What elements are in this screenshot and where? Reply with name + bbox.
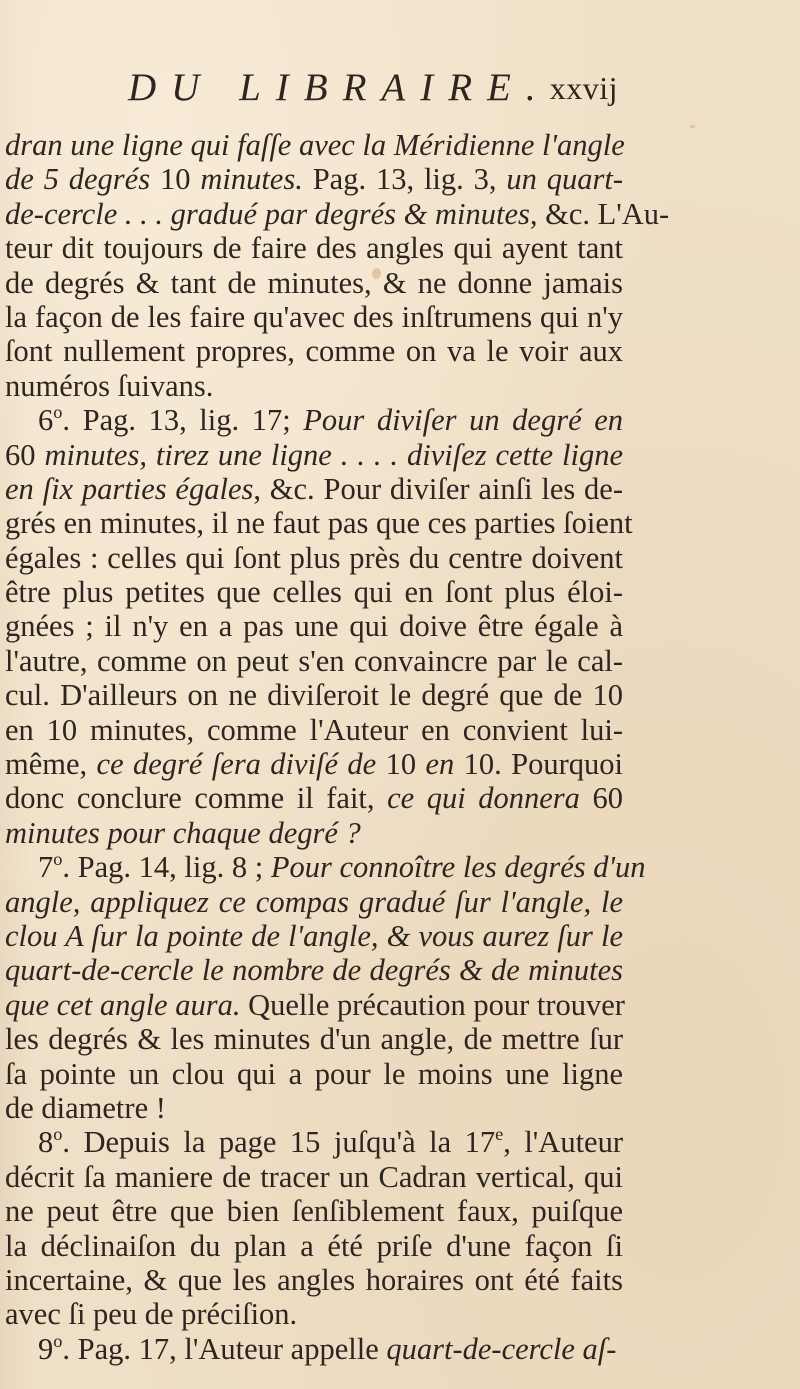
italic-run: en ſix parties égales bbox=[5, 471, 254, 506]
text-line bbox=[5, 128, 623, 162]
superscript: o bbox=[53, 849, 63, 870]
roman-run: . Depuis la page 15 juſqu'à la 17 bbox=[62, 1125, 496, 1160]
roman-run: ſont nullement propres, comme on va le voir aux bbox=[5, 334, 623, 369]
text-line bbox=[5, 953, 623, 987]
text-line bbox=[5, 988, 623, 1022]
page-number: xxvij bbox=[549, 70, 618, 106]
roman-run: la déclinaiſon du plan a été priſe d'une façon ſi bbox=[5, 1228, 623, 1263]
roman-run: grés en minutes, il ne faut pas que ces parties ſoient bbox=[5, 506, 633, 541]
roman-run: de degrés & tant de minutes, & ne donne jamais bbox=[5, 265, 623, 300]
text-line bbox=[5, 506, 633, 541]
roman-run: . Pag. 14, lig. 8 ; bbox=[62, 850, 271, 885]
italic-run: dran une ligne qui faſſe avec la Méridienne l'angle bbox=[5, 128, 625, 162]
text-line bbox=[5, 369, 623, 403]
text-line bbox=[5, 575, 623, 609]
text-line bbox=[5, 1125, 623, 1159]
running-title: DU LIBRAIRE. bbox=[128, 66, 551, 109]
text-line bbox=[5, 609, 623, 643]
italic-run: quart-de-cercle le nombre de degrés & de minutes bbox=[5, 953, 623, 988]
italic-run: de 5 degrés bbox=[5, 162, 160, 197]
roman-run: avec ſi peu de préciſion. bbox=[5, 1297, 298, 1332]
italic-run: en bbox=[425, 747, 464, 782]
text-line bbox=[5, 231, 623, 265]
italic-run: de-cercle . . . gradué par degrés & minutes, bbox=[5, 196, 538, 231]
roman-run: même, bbox=[5, 747, 97, 782]
roman-run: 10 bbox=[159, 162, 201, 197]
roman-run: les degrés & les minutes d'un angle, de mettre ſur bbox=[5, 1022, 623, 1057]
italic-run: ce degré ſera diviſé de bbox=[96, 747, 386, 782]
italic-run: minutes, tirez une ligne . . . . diviſez cette ligne bbox=[44, 437, 624, 472]
roman-run: 6 bbox=[38, 403, 54, 438]
italic-run: clou A ſur la pointe de l'angle, & vous aurez ſur le bbox=[5, 918, 623, 953]
roman-run: . Pag. 17, l'Auteur appelle bbox=[62, 1331, 387, 1366]
superscript: e bbox=[495, 1124, 504, 1145]
text-line bbox=[5, 849, 646, 885]
roman-run: . Pag. 13, lig. 17; bbox=[62, 403, 304, 438]
text-line bbox=[5, 403, 623, 437]
text-line bbox=[5, 1022, 623, 1056]
text-line bbox=[5, 1194, 623, 1228]
roman-run: ne peut être que bien ſenſiblement faux, puiſque bbox=[5, 1194, 623, 1229]
italic-run: Pour diviſer un degré en bbox=[303, 403, 623, 438]
italic-run: que cet angle aura. bbox=[5, 987, 241, 1022]
roman-run: 60 bbox=[592, 781, 623, 816]
italic-run: un quart- bbox=[506, 162, 624, 197]
roman-run: 10 bbox=[385, 747, 426, 782]
italic-run: angle, appliquez ce compas gradué ſur l'angle, le bbox=[5, 884, 623, 919]
roman-run: &c. L'Au- bbox=[537, 196, 670, 231]
roman-run: 9 bbox=[38, 1331, 54, 1366]
roman-run: 7 bbox=[38, 850, 54, 885]
text-line bbox=[5, 781, 623, 815]
superscript: o bbox=[53, 402, 63, 423]
running-head bbox=[128, 58, 618, 118]
roman-run: cul. D'ailleurs on ne diviſeroit le degré que de 10 bbox=[5, 678, 623, 713]
italic-run: quart-de-cercle aſ- bbox=[386, 1331, 617, 1366]
text-line bbox=[5, 885, 623, 919]
text-line bbox=[5, 472, 623, 506]
roman-run: incertaine, & que les angles horaires ont été faits bbox=[5, 1262, 623, 1297]
roman-run: Quelle précaution pour trouver bbox=[240, 987, 625, 1022]
text-line bbox=[5, 541, 623, 575]
text-line bbox=[5, 162, 623, 196]
text-line bbox=[5, 678, 623, 712]
superscript: o bbox=[53, 1330, 63, 1351]
text-line bbox=[5, 644, 623, 678]
text-line bbox=[5, 266, 623, 300]
text-line bbox=[5, 1091, 623, 1125]
text-line bbox=[5, 300, 623, 334]
italic-run: Pour connoître les degrés d'un bbox=[270, 850, 646, 885]
roman-run: , &c. Pour diviſer ainſi les de- bbox=[253, 471, 624, 506]
text-line bbox=[5, 334, 623, 368]
text-line bbox=[5, 919, 623, 953]
roman-run: gnées ; il n'y en a pas une qui doive être égale à bbox=[5, 609, 623, 644]
text-line bbox=[5, 1229, 623, 1263]
roman-run: 60 bbox=[5, 437, 45, 472]
roman-run: être plus petites que celles qui en ſont plus éloi- bbox=[5, 575, 623, 610]
text-line bbox=[5, 438, 623, 472]
text-line bbox=[5, 816, 623, 850]
italic-run: minutes pour chaque degré ? bbox=[5, 815, 361, 850]
roman-run: la façon de les faire qu'avec des inſtrumens qui n'y bbox=[5, 299, 623, 334]
roman-run: Pag. 13, lig. 3, bbox=[302, 162, 507, 197]
roman-run: donc conclure comme il fait, bbox=[5, 781, 388, 816]
italic-run: ce qui donnera bbox=[387, 781, 593, 816]
roman-run: en 10 minutes, comme l'Auteur en convient lui- bbox=[5, 712, 623, 747]
roman-run: de diametre ! bbox=[5, 1090, 166, 1125]
roman-run: 8 bbox=[38, 1125, 54, 1160]
roman-run: ſa pointe un clou qui a pour le moins une ligne bbox=[5, 1056, 623, 1091]
text-line bbox=[5, 1160, 623, 1194]
roman-run: , l'Auteur bbox=[503, 1125, 624, 1160]
text-line bbox=[5, 1332, 623, 1366]
roman-run: teur dit toujours de faire des angles qui ayent tant bbox=[5, 231, 623, 266]
roman-run: numéros ſuivans. bbox=[5, 368, 214, 403]
text-line bbox=[5, 713, 623, 747]
roman-run: égales : celles qui ſont plus près du centre doivent bbox=[5, 540, 623, 575]
text-line bbox=[5, 747, 623, 781]
body-text bbox=[5, 128, 670, 1366]
text-line bbox=[5, 1263, 623, 1297]
text-line bbox=[5, 1297, 623, 1331]
foxing-stain bbox=[690, 125, 695, 128]
roman-run: 10. Pourquoi bbox=[463, 747, 624, 782]
superscript: o bbox=[53, 1124, 63, 1145]
roman-run: l'autre, comme on peut s'en convaincre par le cal- bbox=[5, 643, 623, 678]
text-line bbox=[5, 1057, 623, 1091]
text-line bbox=[5, 196, 670, 231]
italic-run: minutes. bbox=[200, 162, 303, 197]
roman-run: décrit ſa maniere de tracer un Cadran vertical, qui bbox=[5, 1159, 623, 1194]
